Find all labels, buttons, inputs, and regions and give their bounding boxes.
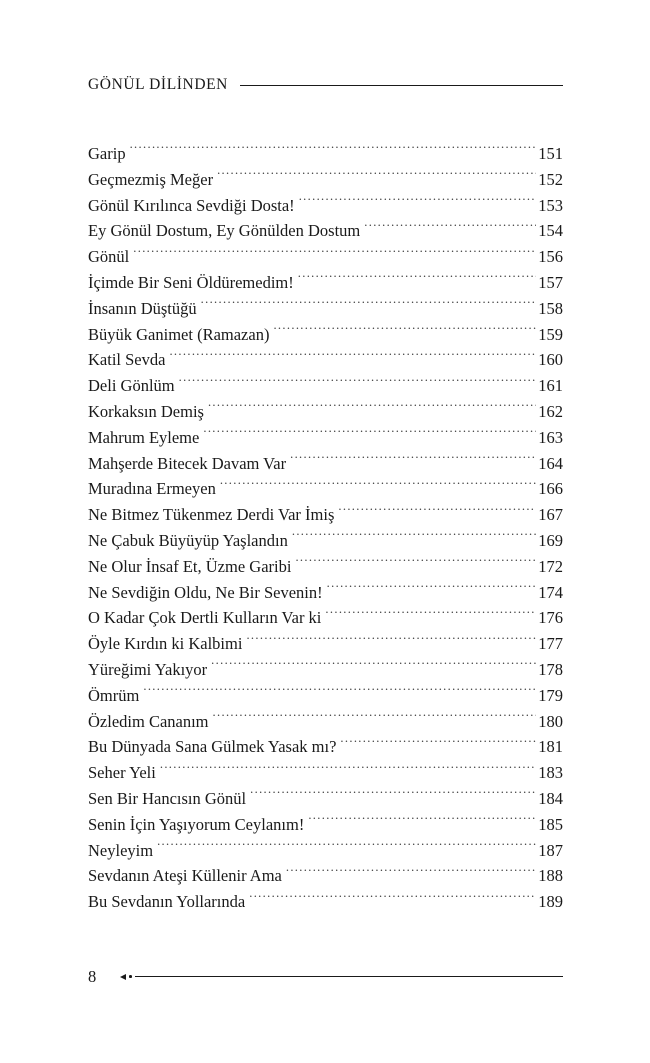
toc-dot-leader	[340, 736, 536, 753]
toc-entry-title: Deli Gönlüm	[88, 376, 175, 396]
toc-entry-page-number: 177	[538, 634, 563, 654]
folio-page-number: 8	[88, 966, 97, 986]
toc-entry-page-number: 178	[538, 659, 563, 679]
toc-dot-leader	[364, 220, 536, 237]
toc-dot-leader	[211, 658, 536, 675]
toc-entry-page-number: 154	[538, 221, 563, 241]
toc-entry-page-number: 181	[538, 737, 563, 757]
toc-entry-page-number: 188	[538, 866, 563, 886]
toc-entry-page-number: 166	[538, 479, 563, 499]
toc-dot-leader	[273, 323, 536, 340]
toc-entry-page-number: 157	[538, 272, 563, 292]
toc-entry-title: Ömrüm	[88, 685, 140, 705]
toc-entry[interactable]	[88, 863, 563, 889]
toc-entry[interactable]	[88, 373, 563, 399]
toc-entry-page-number: 164	[538, 453, 563, 473]
toc-entry-title: Gönül Kırılınca Sevdiği Dosta!	[88, 195, 295, 215]
toc-entry-title: İçimde Bir Seni Öldüremedim!	[88, 272, 294, 292]
toc-entry-page-number: 189	[538, 892, 563, 912]
toc-entry[interactable]	[88, 322, 563, 348]
toc-entry[interactable]	[88, 554, 563, 580]
toc-entry-title: Yüreğimi Yakıyor	[88, 659, 208, 679]
toc-dot-leader	[250, 787, 536, 804]
toc-dot-leader	[298, 271, 537, 288]
diamond-dot-ornament-icon	[120, 974, 132, 980]
toc-entry-page-number: 161	[538, 376, 563, 396]
toc-entry-page-number: 180	[538, 711, 563, 731]
toc-entry[interactable]	[88, 812, 563, 838]
toc-entry-title: Muradına Ermeyen	[88, 479, 216, 499]
toc-entry-title: Öyle Kırdın ki Kalbimi	[88, 634, 243, 654]
toc-entry-title: Ne Bitmez Tükenmez Derdi Var İmiş	[88, 505, 335, 525]
toc-dot-leader	[208, 400, 536, 417]
toc-entry[interactable]	[88, 709, 563, 735]
toc-entry-page-number: 179	[538, 685, 563, 705]
toc-entry[interactable]	[88, 760, 563, 786]
toc-entry-title: Neyleyim	[88, 840, 154, 860]
toc-entry-page-number: 187	[538, 840, 563, 860]
toc-entry-page-number: 158	[538, 298, 563, 318]
toc-entry-title: Mahşerde Bitecek Davam Var	[88, 453, 287, 473]
toc-entry-title: Korkaksın Demiş	[88, 401, 204, 421]
toc-entry[interactable]	[88, 838, 563, 864]
toc-entry-title: Büyük Ganimet (Ramazan)	[88, 324, 270, 344]
toc-entry[interactable]	[88, 399, 563, 425]
toc-entry-page-number: 152	[538, 169, 563, 189]
toc-entry-page-number: 162	[538, 401, 563, 421]
toc-dot-leader	[249, 891, 536, 908]
toc-entry-page-number: 169	[538, 530, 563, 550]
footer-rule	[135, 976, 563, 977]
toc-entry[interactable]	[88, 244, 563, 270]
toc-entry-page-number: 174	[538, 582, 563, 602]
toc-entry-page-number: 160	[538, 350, 563, 370]
toc-dot-leader	[299, 194, 537, 211]
toc-entry-title: Katil Sevda	[88, 350, 166, 370]
toc-entry[interactable]	[88, 476, 563, 502]
toc-entry[interactable]	[88, 528, 563, 554]
toc-dot-leader	[179, 375, 537, 392]
toc-entry-title: Seher Yeli	[88, 763, 156, 783]
toc-entry[interactable]	[88, 580, 563, 606]
toc-dot-leader	[160, 762, 536, 779]
toc-dot-leader	[157, 839, 536, 856]
toc-dot-leader	[290, 452, 536, 469]
toc-entry[interactable]	[88, 657, 563, 683]
toc-entry-title: Ne Sevdiğin Oldu, Ne Bir Sevenin!	[88, 582, 323, 602]
toc-entry[interactable]	[88, 167, 563, 193]
toc-entry-title: Özledim Cananım	[88, 711, 209, 731]
toc-dot-leader	[325, 607, 536, 624]
toc-dot-leader	[292, 529, 536, 546]
toc-dot-leader	[130, 143, 537, 160]
toc-entry[interactable]	[88, 347, 563, 373]
toc-dot-leader	[169, 349, 536, 366]
toc-dot-leader	[286, 865, 536, 882]
toc-entry[interactable]	[88, 786, 563, 812]
toc-entry[interactable]	[88, 631, 563, 657]
toc-entry-page-number: 176	[538, 608, 563, 628]
toc-entry-title: Bu Dünyada Sana Gülmek Yasak mı?	[88, 737, 337, 757]
page-footer	[88, 966, 563, 986]
toc-entry-title: Sevdanın Ateşi Küllenir Ama	[88, 866, 282, 886]
running-head-rule	[240, 85, 563, 86]
toc-entry-title: Senin İçin Yaşıyorum Ceylanım!	[88, 814, 305, 834]
toc-entry-title: O Kadar Çok Dertli Kulların Var ki	[88, 608, 322, 628]
toc-entry[interactable]	[88, 193, 563, 219]
toc-entry[interactable]	[88, 889, 563, 915]
dot-icon	[129, 975, 132, 978]
diamond-icon	[120, 974, 126, 980]
toc-entry-title: Sen Bir Hancısın Gönül	[88, 788, 247, 808]
toc-entry-title: Ey Gönül Dostum, Ey Gönülden Dostum	[88, 221, 361, 241]
toc-entry-page-number: 163	[538, 427, 563, 447]
table-of-contents	[88, 141, 563, 915]
toc-entry-page-number: 159	[538, 324, 563, 344]
toc-dot-leader	[203, 426, 536, 443]
toc-entry[interactable]	[88, 218, 563, 244]
toc-dot-leader	[338, 504, 536, 521]
toc-entry[interactable]	[88, 296, 563, 322]
toc-entry-page-number: 153	[538, 195, 563, 215]
toc-entry-title: Mahrum Eyleme	[88, 427, 200, 447]
toc-entry-page-number: 183	[538, 763, 563, 783]
toc-entry-page-number: 151	[538, 144, 563, 163]
toc-entry[interactable]	[88, 141, 563, 167]
toc-dot-leader	[133, 246, 536, 263]
running-head	[88, 76, 563, 94]
toc-entry-page-number: 172	[538, 556, 563, 576]
toc-entry-title: Geçmezmiş Meğer	[88, 169, 214, 189]
toc-entry-page-number: 156	[538, 247, 563, 267]
toc-dot-leader	[327, 581, 537, 598]
toc-entry[interactable]	[88, 425, 563, 451]
toc-entry-title: Gönül	[88, 247, 130, 267]
toc-entry[interactable]	[88, 605, 563, 631]
toc-entry[interactable]	[88, 734, 563, 760]
toc-dot-leader	[308, 813, 536, 830]
toc-entry-title: Ne Olur İnsaf Et, Üzme Garibi	[88, 556, 292, 576]
toc-dot-leader	[217, 168, 536, 185]
toc-entry[interactable]	[88, 270, 563, 296]
toc-entry-title: Bu Sevdanın Yollarında	[88, 892, 246, 912]
running-head-title: GÖNÜL DİLİNDEN	[88, 76, 228, 93]
toc-entry-page-number: 185	[538, 814, 563, 834]
toc-dot-leader	[220, 478, 536, 495]
toc-dot-leader	[246, 633, 536, 650]
toc-entry-title: Ne Çabuk Büyüyüp Yaşlandın	[88, 530, 288, 550]
toc-dot-leader	[295, 555, 536, 572]
toc-dot-leader	[201, 297, 537, 314]
toc-entry[interactable]	[88, 451, 563, 477]
toc-entry-title: İnsanın Düştüğü	[88, 298, 197, 318]
toc-entry[interactable]	[88, 683, 563, 709]
toc-dot-leader	[143, 684, 536, 701]
toc-entry-title: Garip	[88, 144, 126, 163]
toc-entry-page-number: 184	[538, 788, 563, 808]
toc-entry[interactable]	[88, 502, 563, 528]
toc-dot-leader	[213, 710, 537, 727]
toc-entry-page-number: 167	[538, 505, 563, 525]
